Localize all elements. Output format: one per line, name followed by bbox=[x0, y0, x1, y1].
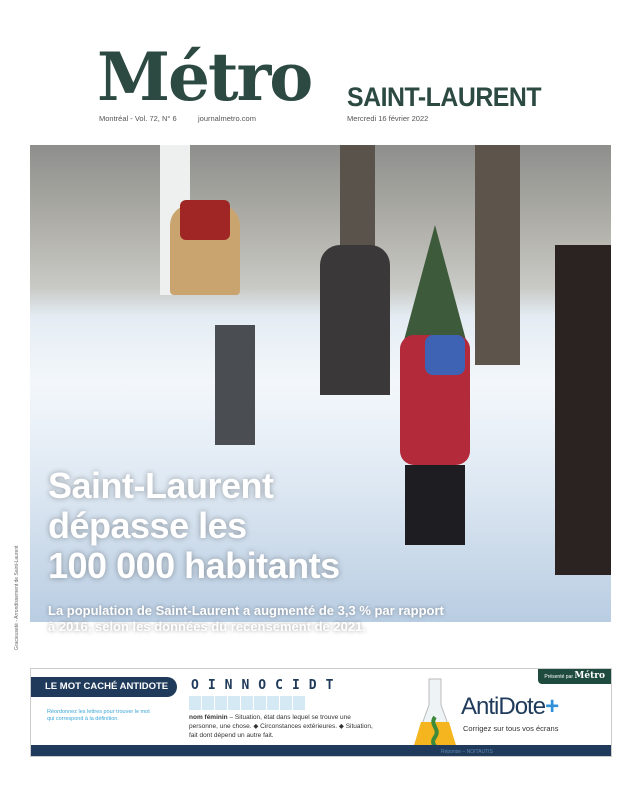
headline-line: Saint-Laurent bbox=[48, 465, 274, 506]
website-link[interactable]: journalmetro.com bbox=[198, 114, 256, 123]
volume-info: Montréal - Vol. 72, N° 6 bbox=[99, 114, 177, 123]
definition-text: – Situation, état dans lequel se trouve une personne, une chose. ◆ Circonstances extérieures. ◆ Situation, fait dont dépend un autre fait. bbox=[189, 714, 373, 739]
brand-name: AntiDote bbox=[461, 693, 546, 720]
ad-answer: Réponse – NOITAUTIS bbox=[441, 749, 493, 755]
edition-title: SAINT-LAURENT bbox=[347, 82, 542, 112]
definition-label: nom féminin bbox=[189, 714, 228, 721]
presented-by bbox=[538, 669, 611, 684]
subtitle bbox=[48, 603, 444, 635]
letter-boxes bbox=[189, 696, 305, 710]
photo-credit: Gracieuseté - Arrondissement de Saint-Laurent bbox=[14, 545, 20, 650]
headline bbox=[48, 466, 340, 586]
ad-tagline: Corrigez sur tous vos écrans bbox=[463, 724, 559, 733]
ad-tag: LE MOT CACHÉ ANTIDOTE bbox=[31, 677, 177, 697]
ad-footer-bar bbox=[31, 745, 611, 756]
issue-date: Mercredi 16 février 2022 bbox=[347, 114, 429, 123]
metro-logo: Métro bbox=[97, 38, 312, 116]
subtitle-line: La population de Saint-Laurent a augmenté de 3,3 % par rapport bbox=[48, 603, 444, 618]
plus-icon: + bbox=[545, 693, 559, 720]
antidote-brand bbox=[461, 693, 558, 721]
antidote-ad[interactable] bbox=[30, 668, 612, 757]
flask-icon bbox=[411, 677, 459, 755]
ad-hint: Réordonnez les lettres pour trouver le mot qui correspond à la définition. bbox=[47, 709, 150, 722]
headline-line: 100 000 habitants bbox=[48, 545, 340, 586]
scrambled-word: OINNOCIDT bbox=[191, 678, 343, 693]
subtitle-line: à 2016, selon les données du recensement de 2021. bbox=[48, 619, 366, 634]
headline-line: dépasse les bbox=[48, 505, 247, 546]
presented-label: Présenté par bbox=[544, 674, 574, 680]
presenter-logo: Métro bbox=[574, 671, 605, 681]
definition bbox=[189, 713, 379, 740]
